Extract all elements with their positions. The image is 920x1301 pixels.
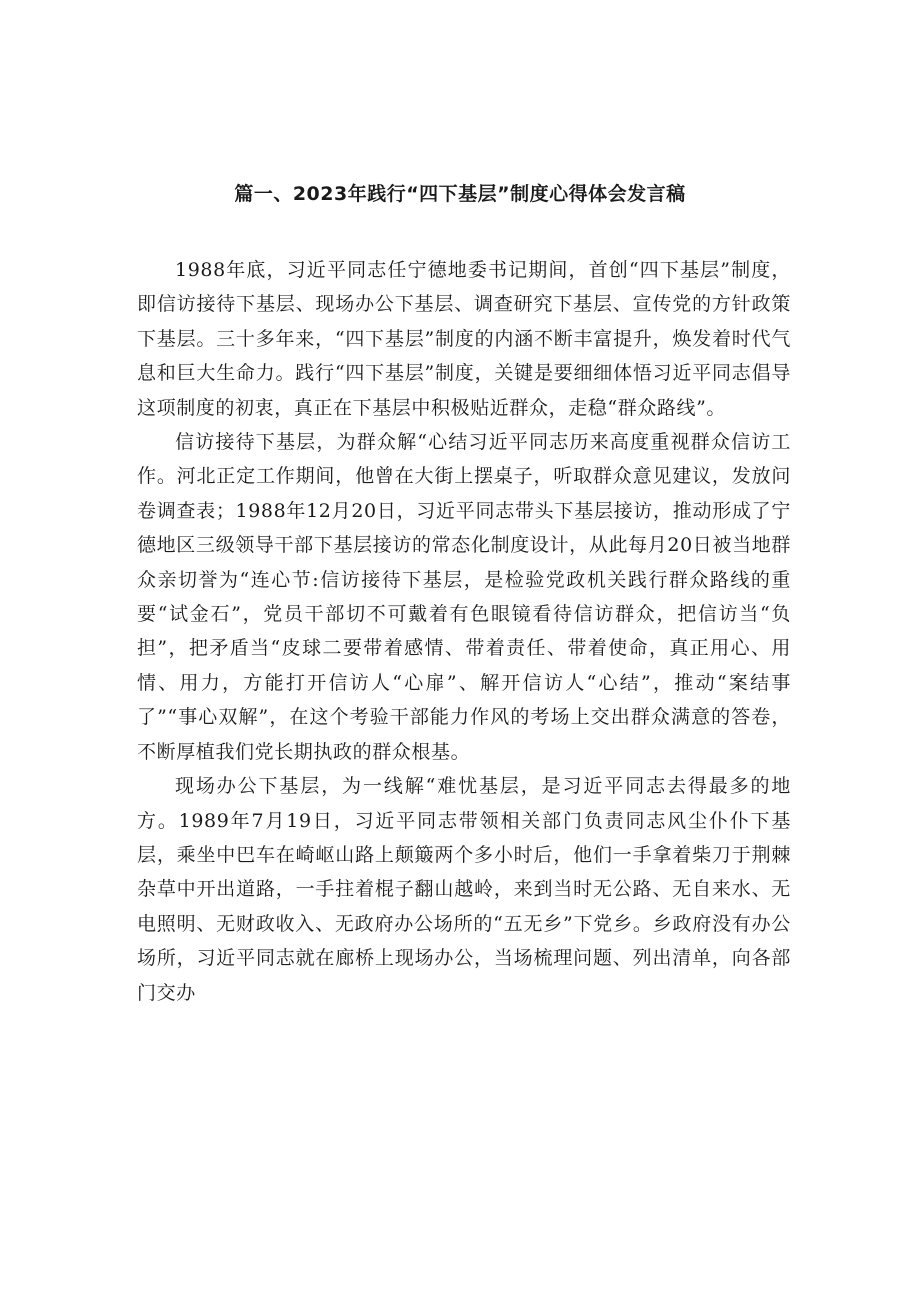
document-body <box>137 253 791 1010</box>
document-title: 篇一、2023年践行“四下基层”制度心得体会发言稿 <box>234 183 686 205</box>
paragraph-intro: 1988年底，习近平同志任宁德地委书记期间，首创“四下基层”制度，即信访接待下基层、现场办公下基层、调查研究下基层、宣传党的方针政策下基层。三十多年来，“四下基层”制度的内涵不断丰富提升，焕发着时代气息和巨大生命力。践行“四下基层”制度，关键是要细细体悟习近平同志倡导这项制度的初衷，真正在下基层中积极贴近群众，走稳“群众路线”。 <box>137 259 791 419</box>
paragraph-onsite-office: 现场办公下基层，为一线解“难忧基层，是习近平同志去得最多的地方。1989年7月19日，习近平同志带领相关部门负责同志风尘仆仆下基层，乘坐中巴车在崎岖山路上颠簸两个多小时后，他们一手拿着柴刀于荆棘杂草中开出道路，一手拄着棍子翻山越岭，来到当时无公路、无自来水、无电照明、无财政收入、无政府办公场所的“五无乡”下党乡。乡政府没有办公场所，习近平同志就在廊桥上现场办公，当场梳理问题、列出清单，向各部门交办 <box>137 775 791 1004</box>
paragraph-petition-reception: 信访接待下基层，为群众解“心结习近平同志历来高度重视群众信访工作。河北正定工作期间，他曾在大街上摆桌子，听取群众意见建议，发放问卷调查表；1988年12月20日，习近平同志带头下基层接访，推动形成了宁德地区三级领导干部下基层接访的常态化制度设计，从此每月20日被当地群众亲切誉为“连心节:信访接待下基层，是检验党政机关践行群众路线的重要“试金石”，党员干部切不可戴着有色眼镜看待信访群众，把信访当“负担”，把矛盾当“皮球二要带着感情、带着责任、带着使命，真正用心、用情、用力，方能打开信访人“心扉”、解开信访人“心结”，推动“案结事了”“事心双解”，在这个考验干部能力作风的考场上交出群众满意的答卷，不断厚植我们党长期执政的群众根基。 <box>137 431 791 763</box>
